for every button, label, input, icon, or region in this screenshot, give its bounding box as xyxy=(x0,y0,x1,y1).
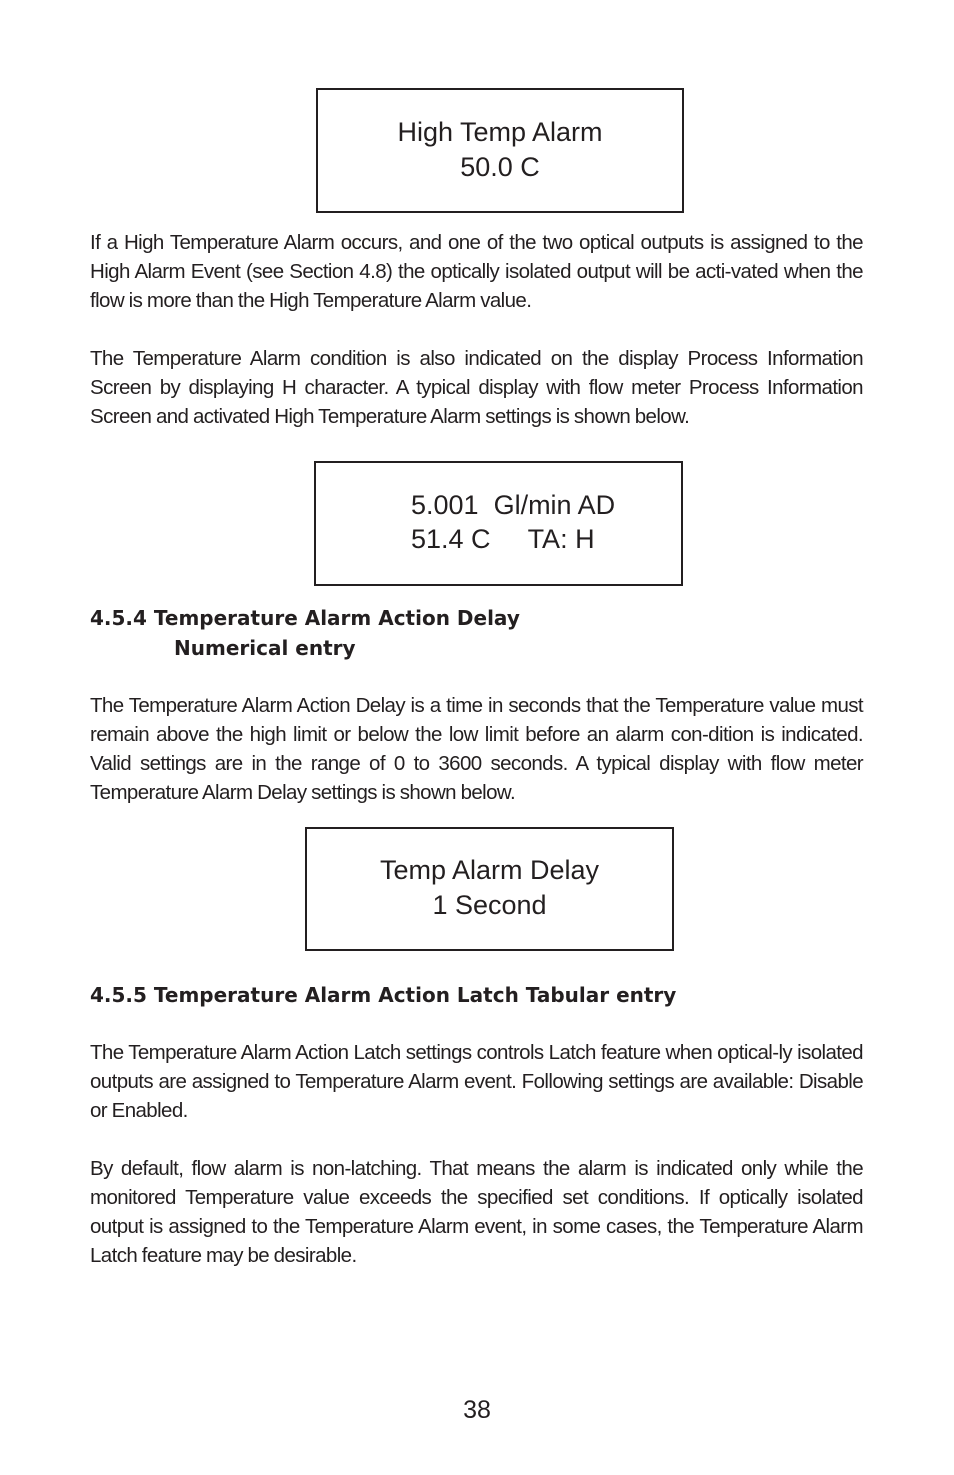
lcd-line-2: 51.4 C TA: H xyxy=(411,524,595,554)
lcd-display-process-information xyxy=(314,461,683,586)
section-title: 4.5.5 Temperature Alarm Action Latch Tabular entry xyxy=(90,983,677,1007)
section-subtitle: Numerical entry xyxy=(174,636,356,660)
lcd-line-1: 5.001 Gl/min AD xyxy=(411,490,616,520)
lcd-line-2: 1 Second xyxy=(432,890,547,920)
section-heading-4-5-4 xyxy=(90,603,520,663)
section-heading-4-5-5 xyxy=(90,980,676,1010)
paragraph-action-delay: The Temperature Alarm Action Delay is a time in seconds that the Temperature value must remain above the high limit or below the low limit before an alarm con-dition is indicated. Valid settings are in the range of 0 to 3600 seconds. A typical display with flow meter Temperature Alarm Delay settings is shown below. xyxy=(90,694,863,804)
paragraph-alarm-indication: The Temperature Alarm condition is also indicated on the display Process Information Screen by displaying H character. A typical display with flow meter Process Information Screen and activated High Temperature Alarm settings is shown below. xyxy=(90,347,863,428)
page-number: 38 xyxy=(463,1396,491,1424)
lcd-line-1: Temp Alarm Delay xyxy=(379,855,600,885)
lcd-display-temp-alarm-delay xyxy=(305,827,674,951)
paragraph-action-latch: The Temperature Alarm Action Latch settings controls Latch feature when optical-ly isolated outputs are assigned to Temperature Alarm event. Following settings are available: Disable or Enabled. xyxy=(90,1041,863,1122)
paragraph-high-alarm-output: If a High Temperature Alarm occurs, and one of the two optical outputs is assigned to the High Alarm Event (see Section 4.8) the optically isolated output will be acti-vated when the flow is more than the High Temperature Alarm value. xyxy=(90,231,863,312)
lcd-display-high-temp-alarm xyxy=(316,88,684,213)
lcd-line-2: 50.0 C xyxy=(460,152,540,182)
paragraph-non-latching: By default, flow alarm is non-latching. That means the alarm is indicated only while the monitored Temperature value exceeds the specified set conditions. If optically isolated output is assigned to the Temperature Alarm event, in some cases, the Temperature Alarm Latch feature may be desirable. xyxy=(90,1157,863,1267)
lcd-line-1: High Temp Alarm xyxy=(397,117,603,147)
section-title: 4.5.4 Temperature Alarm Action Delay xyxy=(90,606,520,630)
